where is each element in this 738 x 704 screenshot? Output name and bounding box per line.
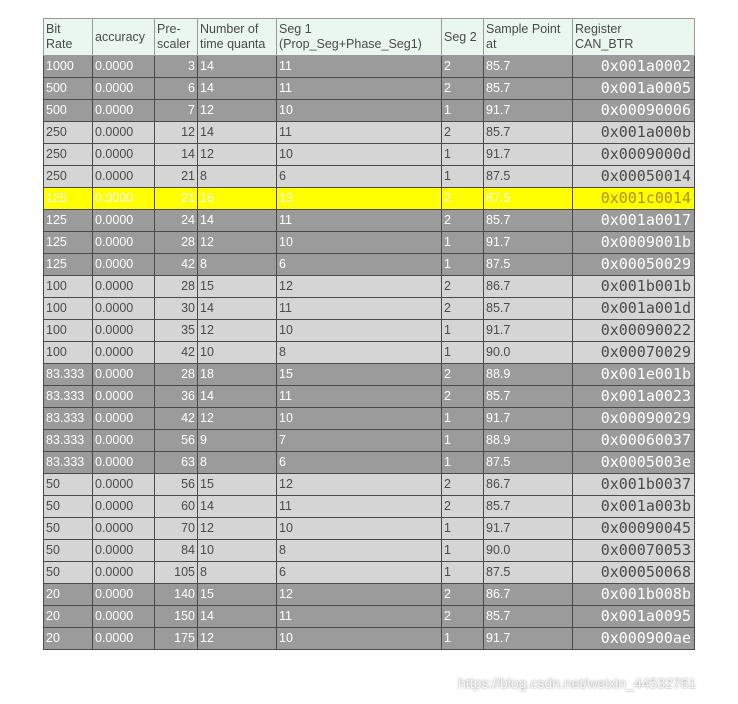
- cell-prescaler: 42: [155, 254, 198, 276]
- cell-seg2: 1: [442, 628, 484, 650]
- cell-seg2: 2: [442, 364, 484, 386]
- cell-seg1: 8: [277, 342, 442, 364]
- cell-seg1: 13: [277, 188, 442, 210]
- cell-prescaler: 35: [155, 320, 198, 342]
- cell-accuracy: 0.0000: [93, 452, 155, 474]
- cell-bit-rate: 100: [44, 342, 93, 364]
- header-seg1: [277, 19, 442, 56]
- cell-accuracy: 0.0000: [93, 144, 155, 166]
- cell-seg2: 1: [442, 452, 484, 474]
- cell-seg1: 12: [277, 276, 442, 298]
- cell-bit-rate: 20: [44, 584, 93, 606]
- cell-register: 0x001a001d: [573, 298, 695, 320]
- cell-bit-rate: 50: [44, 496, 93, 518]
- table-row: [44, 342, 695, 364]
- cell-register: 0x00050014: [573, 166, 695, 188]
- header-register: [573, 19, 695, 56]
- cell-bit-rate: 100: [44, 320, 93, 342]
- cell-bit-rate: 125: [44, 254, 93, 276]
- table-row: [44, 276, 695, 298]
- cell-seg1: 10: [277, 518, 442, 540]
- cell-prescaler: 63: [155, 452, 198, 474]
- cell-bit-rate: 125: [44, 188, 93, 210]
- cell-seg1: 6: [277, 254, 442, 276]
- cell-seg1: 11: [277, 386, 442, 408]
- table-row: [44, 188, 695, 210]
- header-prescaler-line: scaler: [157, 37, 191, 51]
- table-row: [44, 298, 695, 320]
- cell-seg2: 1: [442, 166, 484, 188]
- cell-prescaler: 56: [155, 474, 198, 496]
- cell-seg2: 1: [442, 562, 484, 584]
- cell-accuracy: 0.0000: [93, 320, 155, 342]
- table-row: [44, 210, 695, 232]
- cell-sample-point: 87.5: [484, 562, 573, 584]
- cell-register: 0x001b0037: [573, 474, 695, 496]
- table-header: [44, 19, 695, 56]
- cell-prescaler: 70: [155, 518, 198, 540]
- cell-bit-rate: 250: [44, 122, 93, 144]
- table-row: [44, 628, 695, 650]
- cell-sample-point: 85.7: [484, 386, 573, 408]
- cell-accuracy: 0.0000: [93, 276, 155, 298]
- cell-prescaler: 140: [155, 584, 198, 606]
- cell-seg1: 6: [277, 166, 442, 188]
- cell-prescaler: 28: [155, 276, 198, 298]
- cell-time-quanta: 15: [198, 474, 277, 496]
- table-row: [44, 144, 695, 166]
- header-seg1-line: (Prop_Seg+Phase_Seg1): [279, 37, 422, 51]
- cell-seg1: 10: [277, 628, 442, 650]
- header-time-quanta-line: time quanta: [200, 37, 266, 51]
- cell-accuracy: 0.0000: [93, 562, 155, 584]
- header-sample-point: [484, 19, 573, 56]
- cell-register: 0x0009000d: [573, 144, 695, 166]
- cell-seg2: 2: [442, 474, 484, 496]
- cell-prescaler: 42: [155, 408, 198, 430]
- table-row: [44, 496, 695, 518]
- cell-prescaler: 24: [155, 210, 198, 232]
- cell-sample-point: 85.7: [484, 56, 573, 78]
- cell-prescaler: 150: [155, 606, 198, 628]
- cell-seg2: 1: [442, 232, 484, 254]
- header-register-line: CAN_BTR: [575, 37, 634, 51]
- table-row: [44, 100, 695, 122]
- header-seg2-line: Seg 2: [444, 29, 477, 44]
- table-row: [44, 562, 695, 584]
- cell-bit-rate: 125: [44, 210, 93, 232]
- cell-bit-rate: 50: [44, 540, 93, 562]
- cell-seg2: 2: [442, 496, 484, 518]
- cell-accuracy: 0.0000: [93, 628, 155, 650]
- cell-seg1: 10: [277, 144, 442, 166]
- cell-seg2: 1: [442, 430, 484, 452]
- cell-accuracy: 0.0000: [93, 518, 155, 540]
- cell-time-quanta: 14: [198, 210, 277, 232]
- cell-seg2: 1: [442, 254, 484, 276]
- header-prescaler: [155, 19, 198, 56]
- cell-seg2: 2: [442, 122, 484, 144]
- cell-time-quanta: 14: [198, 298, 277, 320]
- cell-register: 0x000900ae: [573, 628, 695, 650]
- cell-register: 0x00090006: [573, 100, 695, 122]
- cell-bit-rate: 100: [44, 276, 93, 298]
- cell-sample-point: 91.7: [484, 518, 573, 540]
- cell-prescaler: 84: [155, 540, 198, 562]
- cell-register: 0x001b008b: [573, 584, 695, 606]
- cell-seg2: 2: [442, 210, 484, 232]
- cell-register: 0x001a0005: [573, 78, 695, 100]
- cell-bit-rate: 100: [44, 298, 93, 320]
- cell-bit-rate: 83.333: [44, 408, 93, 430]
- cell-prescaler: 14: [155, 144, 198, 166]
- cell-time-quanta: 14: [198, 496, 277, 518]
- cell-sample-point: 88.9: [484, 430, 573, 452]
- cell-time-quanta: 12: [198, 408, 277, 430]
- cell-seg1: 10: [277, 408, 442, 430]
- cell-accuracy: 0.0000: [93, 188, 155, 210]
- cell-sample-point: 91.7: [484, 100, 573, 122]
- cell-accuracy: 0.0000: [93, 56, 155, 78]
- cell-register: 0x00050029: [573, 254, 695, 276]
- header-sample-point-line: Sample Point: [486, 22, 561, 36]
- cell-sample-point: 85.7: [484, 210, 573, 232]
- cell-prescaler: 28: [155, 364, 198, 386]
- cell-seg1: 7: [277, 430, 442, 452]
- header-bit-rate-line: Rate: [46, 37, 73, 51]
- cell-bit-rate: 50: [44, 518, 93, 540]
- table-row: [44, 584, 695, 606]
- cell-register: 0x001a003b: [573, 496, 695, 518]
- cell-seg1: 8: [277, 540, 442, 562]
- cell-seg1: 15: [277, 364, 442, 386]
- cell-seg2: 2: [442, 56, 484, 78]
- cell-seg1: 12: [277, 474, 442, 496]
- cell-prescaler: 21: [155, 188, 198, 210]
- cell-seg2: 2: [442, 584, 484, 606]
- cell-seg1: 10: [277, 232, 442, 254]
- cell-accuracy: 0.0000: [93, 342, 155, 364]
- cell-seg1: 12: [277, 584, 442, 606]
- table-row: [44, 606, 695, 628]
- cell-bit-rate: 50: [44, 562, 93, 584]
- cell-time-quanta: 8: [198, 254, 277, 276]
- cell-sample-point: 86.7: [484, 276, 573, 298]
- cell-time-quanta: 15: [198, 276, 277, 298]
- cell-prescaler: 42: [155, 342, 198, 364]
- cell-seg1: 11: [277, 606, 442, 628]
- cell-sample-point: 86.7: [484, 474, 573, 496]
- cell-sample-point: 85.7: [484, 606, 573, 628]
- cell-sample-point: 87.5: [484, 452, 573, 474]
- cell-register: 0x00070029: [573, 342, 695, 364]
- table-row: [44, 364, 695, 386]
- cell-bit-rate: 50: [44, 474, 93, 496]
- cell-register: 0x001a000b: [573, 122, 695, 144]
- cell-prescaler: 36: [155, 386, 198, 408]
- cell-accuracy: 0.0000: [93, 232, 155, 254]
- watermark-url: https://blog.csdn.net/weixin_44532761: [458, 675, 697, 691]
- cell-seg2: 2: [442, 298, 484, 320]
- cell-seg2: 1: [442, 408, 484, 430]
- header-time-quanta-line: Number of: [200, 22, 259, 36]
- cell-time-quanta: 14: [198, 386, 277, 408]
- cell-seg1: 6: [277, 452, 442, 474]
- cell-register: 0x00060037: [573, 430, 695, 452]
- cell-prescaler: 21: [155, 166, 198, 188]
- cell-accuracy: 0.0000: [93, 584, 155, 606]
- cell-accuracy: 0.0000: [93, 408, 155, 430]
- cell-seg2: 2: [442, 606, 484, 628]
- table-header-row: [44, 19, 695, 56]
- cell-register: 0x001a0017: [573, 210, 695, 232]
- cell-accuracy: 0.0000: [93, 364, 155, 386]
- cell-sample-point: 85.7: [484, 298, 573, 320]
- cell-accuracy: 0.0000: [93, 496, 155, 518]
- cell-sample-point: 85.7: [484, 496, 573, 518]
- cell-register: 0x001c0014: [573, 188, 695, 210]
- cell-accuracy: 0.0000: [93, 122, 155, 144]
- table-row: [44, 386, 695, 408]
- header-accuracy: [93, 19, 155, 56]
- cell-time-quanta: 15: [198, 584, 277, 606]
- cell-seg2: 2: [442, 78, 484, 100]
- cell-prescaler: 60: [155, 496, 198, 518]
- cell-register: 0x00070053: [573, 540, 695, 562]
- cell-accuracy: 0.0000: [93, 606, 155, 628]
- cell-accuracy: 0.0000: [93, 386, 155, 408]
- cell-seg1: 11: [277, 122, 442, 144]
- cell-prescaler: 56: [155, 430, 198, 452]
- cell-prescaler: 6: [155, 78, 198, 100]
- cell-bit-rate: 250: [44, 144, 93, 166]
- table-row: [44, 320, 695, 342]
- cell-time-quanta: 8: [198, 166, 277, 188]
- cell-register: 0x00090022: [573, 320, 695, 342]
- cell-time-quanta: 12: [198, 144, 277, 166]
- can-bit-timing-table: [43, 18, 695, 650]
- table-row: [44, 122, 695, 144]
- header-seg2: [442, 19, 484, 56]
- cell-time-quanta: 10: [198, 342, 277, 364]
- cell-seg2: 2: [442, 386, 484, 408]
- table-row: [44, 474, 695, 496]
- cell-prescaler: 12: [155, 122, 198, 144]
- cell-seg2: 1: [442, 342, 484, 364]
- cell-sample-point: 91.7: [484, 232, 573, 254]
- cell-accuracy: 0.0000: [93, 298, 155, 320]
- table-row: [44, 430, 695, 452]
- can-bit-timing-table-container: [43, 18, 694, 650]
- cell-prescaler: 28: [155, 232, 198, 254]
- cell-register: 0x00050068: [573, 562, 695, 584]
- header-bit-rate-line: Bit: [46, 22, 61, 36]
- cell-time-quanta: 14: [198, 606, 277, 628]
- cell-seg1: 11: [277, 496, 442, 518]
- header-sample-point-line: at: [486, 37, 497, 51]
- table-row: [44, 518, 695, 540]
- cell-sample-point: 86.7: [484, 584, 573, 606]
- cell-seg2: 1: [442, 100, 484, 122]
- cell-prescaler: 7: [155, 100, 198, 122]
- cell-register: 0x0005003e: [573, 452, 695, 474]
- cell-time-quanta: 12: [198, 100, 277, 122]
- cell-time-quanta: 9: [198, 430, 277, 452]
- cell-sample-point: 91.7: [484, 320, 573, 342]
- cell-time-quanta: 14: [198, 122, 277, 144]
- cell-seg1: 10: [277, 320, 442, 342]
- cell-sample-point: 91.7: [484, 628, 573, 650]
- cell-bit-rate: 20: [44, 606, 93, 628]
- cell-time-quanta: 12: [198, 320, 277, 342]
- cell-bit-rate: 500: [44, 100, 93, 122]
- table-row: [44, 254, 695, 276]
- cell-seg2: 1: [442, 320, 484, 342]
- table-row: [44, 78, 695, 100]
- cell-accuracy: 0.0000: [93, 166, 155, 188]
- cell-time-quanta: 12: [198, 628, 277, 650]
- cell-sample-point: 85.7: [484, 78, 573, 100]
- header-time-quanta: [198, 19, 277, 56]
- table-row: [44, 452, 695, 474]
- table-body: [44, 56, 695, 650]
- cell-time-quanta: 8: [198, 562, 277, 584]
- cell-bit-rate: 1000: [44, 56, 93, 78]
- cell-sample-point: 91.7: [484, 408, 573, 430]
- cell-register: 0x00090029: [573, 408, 695, 430]
- cell-bit-rate: 250: [44, 166, 93, 188]
- cell-accuracy: 0.0000: [93, 540, 155, 562]
- cell-time-quanta: 10: [198, 540, 277, 562]
- table-row: [44, 232, 695, 254]
- cell-prescaler: 30: [155, 298, 198, 320]
- cell-accuracy: 0.0000: [93, 430, 155, 452]
- cell-bit-rate: 83.333: [44, 452, 93, 474]
- cell-sample-point: 88.9: [484, 364, 573, 386]
- cell-register: 0x001e001b: [573, 364, 695, 386]
- cell-bit-rate: 83.333: [44, 364, 93, 386]
- header-accuracy-line: accuracy: [95, 29, 146, 44]
- cell-seg2: 1: [442, 518, 484, 540]
- cell-seg2: 2: [442, 276, 484, 298]
- cell-register: 0x001a0095: [573, 606, 695, 628]
- cell-seg1: 11: [277, 210, 442, 232]
- cell-time-quanta: 12: [198, 518, 277, 540]
- cell-sample-point: 87.5: [484, 188, 573, 210]
- cell-register: 0x00090045: [573, 518, 695, 540]
- cell-sample-point: 90.0: [484, 540, 573, 562]
- table-row: [44, 166, 695, 188]
- cell-time-quanta: 12: [198, 232, 277, 254]
- cell-bit-rate: 500: [44, 78, 93, 100]
- cell-accuracy: 0.0000: [93, 100, 155, 122]
- cell-accuracy: 0.0000: [93, 254, 155, 276]
- cell-prescaler: 175: [155, 628, 198, 650]
- cell-seg2: 1: [442, 540, 484, 562]
- cell-accuracy: 0.0000: [93, 474, 155, 496]
- cell-seg1: 11: [277, 56, 442, 78]
- cell-sample-point: 90.0: [484, 342, 573, 364]
- cell-seg1: 6: [277, 562, 442, 584]
- header-bit-rate: [44, 19, 93, 56]
- cell-bit-rate: 83.333: [44, 386, 93, 408]
- header-register-line: Register: [575, 22, 622, 36]
- cell-bit-rate: 83.333: [44, 430, 93, 452]
- cell-seg2: 2: [442, 188, 484, 210]
- table-row: [44, 408, 695, 430]
- cell-seg1: 11: [277, 298, 442, 320]
- cell-seg1: 10: [277, 100, 442, 122]
- cell-register: 0x0009001b: [573, 232, 695, 254]
- cell-time-quanta: 18: [198, 364, 277, 386]
- cell-seg2: 1: [442, 144, 484, 166]
- header-seg1-line: Seg 1: [279, 22, 312, 36]
- cell-register: 0x001a0002: [573, 56, 695, 78]
- cell-sample-point: 87.5: [484, 254, 573, 276]
- cell-time-quanta: 14: [198, 56, 277, 78]
- cell-time-quanta: 8: [198, 452, 277, 474]
- cell-time-quanta: 16: [198, 188, 277, 210]
- table-row: [44, 56, 695, 78]
- cell-sample-point: 85.7: [484, 122, 573, 144]
- cell-prescaler: 105: [155, 562, 198, 584]
- cell-bit-rate: 20: [44, 628, 93, 650]
- cell-time-quanta: 14: [198, 78, 277, 100]
- cell-register: 0x001a0023: [573, 386, 695, 408]
- cell-accuracy: 0.0000: [93, 210, 155, 232]
- cell-bit-rate: 125: [44, 232, 93, 254]
- cell-prescaler: 3: [155, 56, 198, 78]
- table-row: [44, 540, 695, 562]
- cell-register: 0x001b001b: [573, 276, 695, 298]
- cell-sample-point: 91.7: [484, 144, 573, 166]
- cell-seg1: 11: [277, 78, 442, 100]
- cell-sample-point: 87.5: [484, 166, 573, 188]
- cell-accuracy: 0.0000: [93, 78, 155, 100]
- header-prescaler-line: Pre-: [157, 22, 181, 36]
